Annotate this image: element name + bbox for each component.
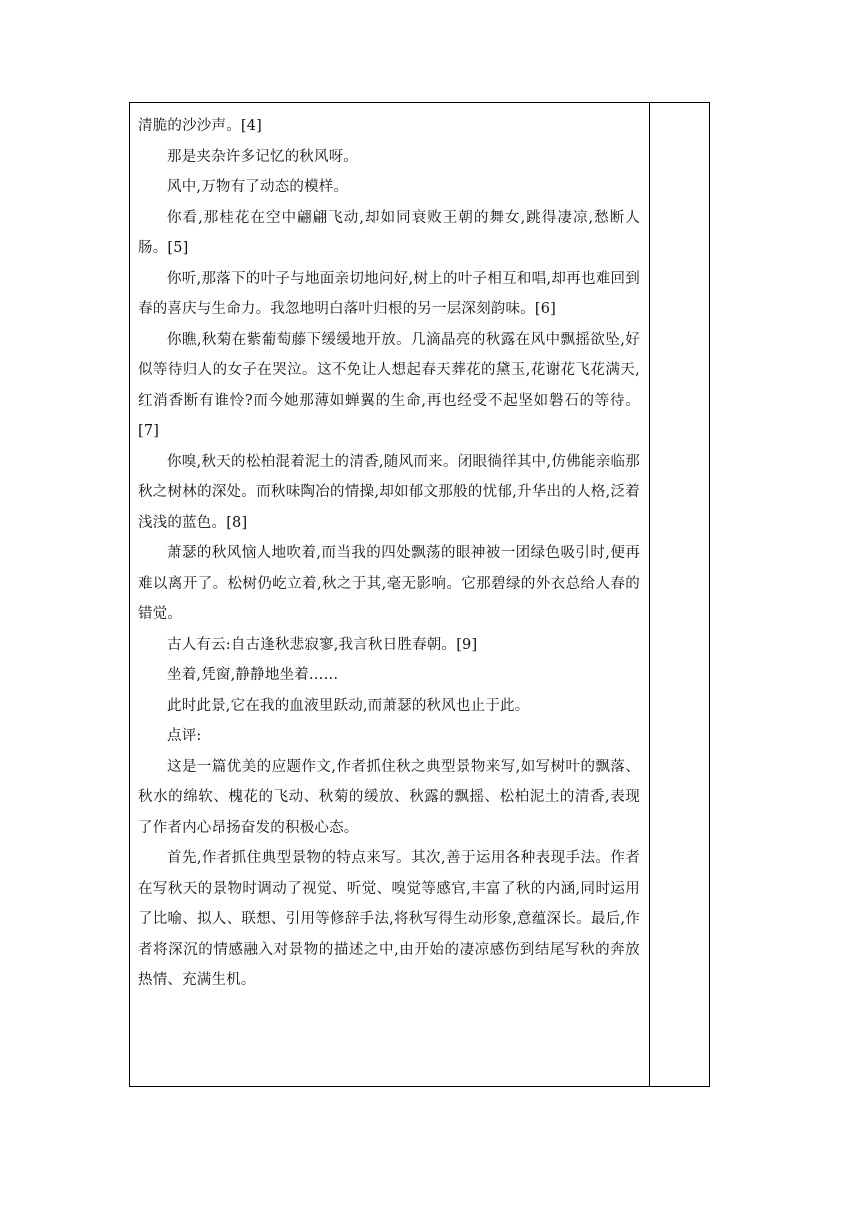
paragraph-1: 清脆的沙沙声。[4]	[138, 118, 263, 134]
paragraph-4: 你看,那桂花在空中翩翩飞动,却如同衰败王朝的舞女,跳得凄凉,愁断人肠。[5]	[138, 209, 640, 256]
paragraph-9: 古人有云:自古逢秋悲寂寥,我言秋日胜春朝。[9]	[167, 636, 478, 653]
paragraph-5: 你听,那落下的叶子与地面亲切地问好,树上的叶子相互和唱,却再也难回到春的喜庆与生命力。我忽地明白落叶归根的另一层深刻韵味。[6]	[138, 270, 640, 317]
paragraph-2: 那是夹杂许多记忆的秋风呀。	[167, 148, 359, 165]
paragraph-8: 萧瑟的秋风恼人地吹着,而当我的四处飘荡的眼神被一团绿色吸引时,便再难以离开了。松树仍屹立着,秋之于其,毫无影响。它那碧绿的外衣总给人春的错觉。	[138, 545, 640, 622]
paragraph-10: 坐着,凭窗,静静地坐着……	[167, 667, 339, 683]
document-table	[129, 102, 710, 1087]
paragraph-6: 你瞧,秋菊在紫葡萄藤下缓缓地开放。几滴晶亮的秋露在风中飘摇欲坠,好似等待归人的女子在哭泣。这不免让人想起春天葬花的黛玉,花谢花飞花满天,红消香断有谁怜?而今她那薄如蝉翼的生命,再也经受不起坚如磐石的等待。[7]	[138, 331, 640, 439]
column-divider	[649, 103, 650, 1086]
paragraph-11: 此时此景,它在我的血液里跃动,而萧瑟的秋风也止于此。	[167, 697, 530, 714]
paragraph-3: 风中,万物有了动态的模样。	[167, 179, 349, 195]
comment-heading: 点评:	[167, 728, 202, 744]
paragraph-7: 你嗅,秋天的松柏混着泥土的清香,随风而来。闭眼徜徉其中,仿佛能亲临那秋之树林的深处。而秋味陶冶的情操,却如郁文那般的忧郁,升华出的人格,泛着浅浅的蓝色。[8]	[138, 453, 640, 531]
essay-content	[138, 111, 640, 996]
comment-paragraph-2: 首先,作者抓住典型景物的特点来写。其次,善于运用各种表现手法。作者在写秋天的景物时调动了视觉、听觉、嗅觉等感官,丰富了秋的内涵,同时运用了比喻、拟人、联想、引用等修辞手法,将秋写得生动形象,意蕴深长。最后,作者将深沉的情感融入对景物的描述之中,由开始的凄凉感伤到结尾写秋的奔放热情、充满生机。	[138, 850, 640, 988]
comment-paragraph-1: 这是一篇优美的应题作文,作者抓住秋之典型景物来写,如写树叶的飘落、秋水的绵软、槐花的飞动、秋菊的缓放、秋露的飘摇、松柏泥土的清香,表现了作者内心昂扬奋发的积极心态。	[138, 758, 640, 836]
